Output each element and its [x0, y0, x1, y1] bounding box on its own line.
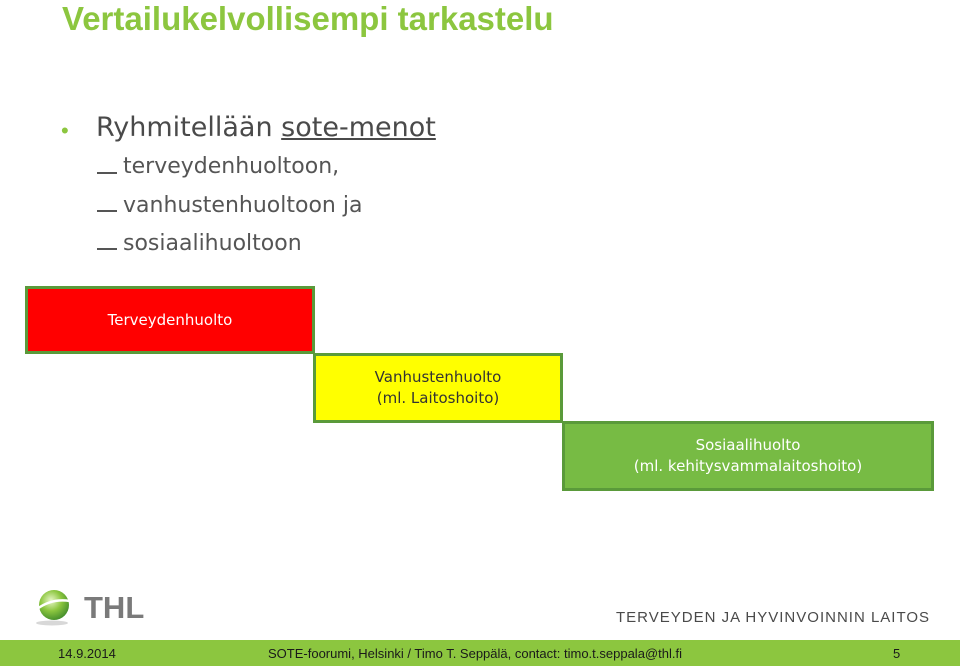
dash-icon — [97, 210, 117, 212]
bullet-underlined: sote-menot — [281, 112, 436, 143]
footer-text: SOTE-foorumi, Helsinki / Timo T. Seppälä, contact: timo.t.seppala@thl.fi — [268, 646, 682, 661]
dash-icon — [97, 172, 117, 174]
box-health-label: Terveydenhuolto — [107, 310, 233, 329]
institute-name: TERVEYDEN JA HYVINVOINNIN LAITOS — [616, 609, 931, 626]
box-sosiaalihuolto — [562, 421, 934, 491]
logo-shadow — [36, 621, 68, 626]
bullet-prefix: Ryhmitellään — [96, 112, 282, 143]
box-elderly-label: Vanhustenhuolto — [374, 368, 502, 386]
sub-item-1: terveydenhuoltoon, — [123, 154, 340, 179]
footer-bar — [0, 640, 960, 666]
footer-date: 14.9.2014 — [58, 646, 116, 661]
page-number: 5 — [893, 646, 901, 661]
sub-item-2: vanhustenhuoltoon ja — [123, 193, 363, 218]
box-elderly-sublabel: (ml. Laitoshoito) — [376, 389, 500, 407]
dash-icon — [97, 248, 117, 250]
bullet-main — [96, 112, 436, 143]
box-social-sublabel: (ml. kehitysvammalaitoshoito) — [633, 457, 863, 475]
logo-text: THL — [84, 590, 145, 625]
slide-title: Vertailukelvollisempi tarkastelu — [62, 0, 554, 37]
box-terveydenhuolto — [25, 286, 315, 354]
sub-item-3: sosiaalihuoltoon — [123, 231, 302, 256]
box-vanhustenhuolto — [313, 353, 563, 423]
thl-logo — [34, 586, 164, 626]
bullet-dot-icon: • — [61, 118, 69, 143]
box-social-label: Sosiaalihuolto — [695, 436, 801, 454]
